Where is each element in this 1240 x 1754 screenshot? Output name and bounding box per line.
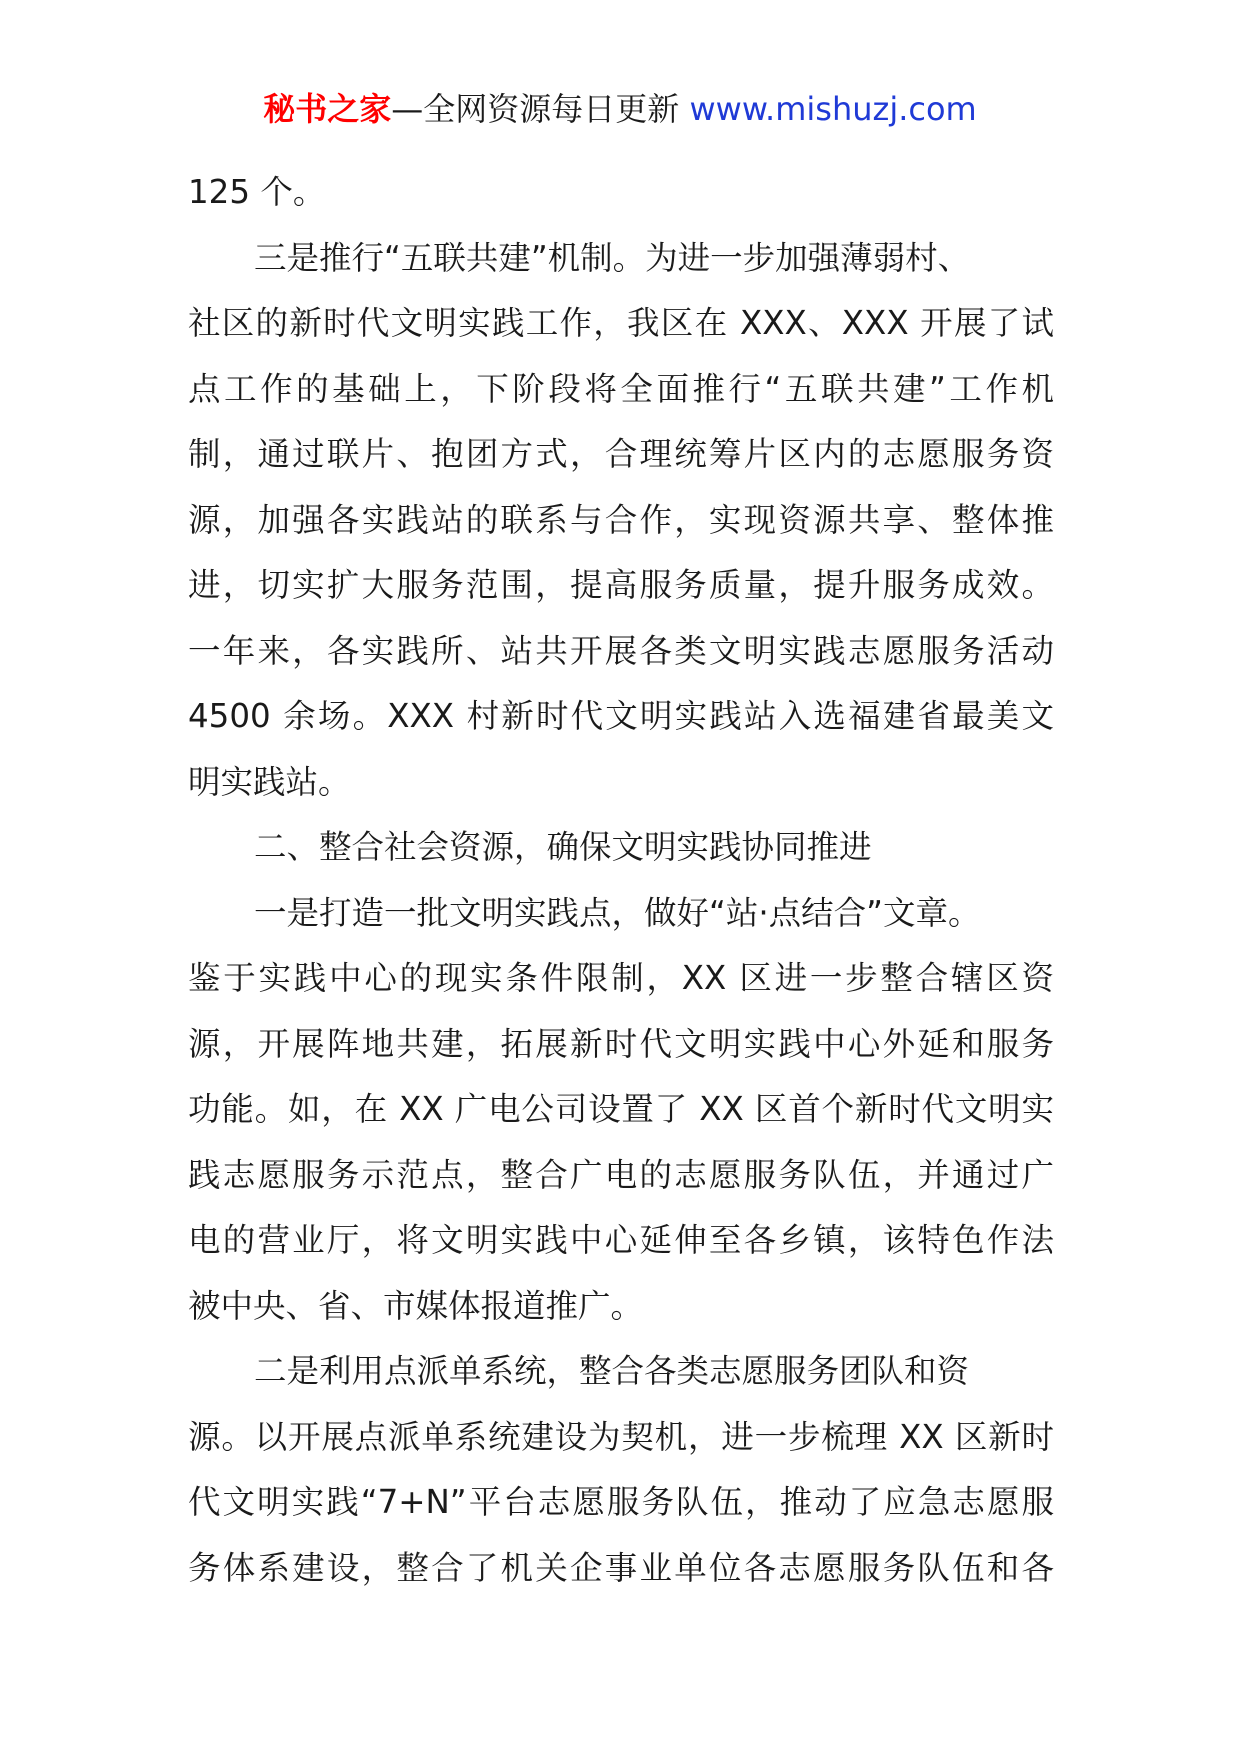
text-line: 践志愿服务示范点，整合广电的志愿服务队伍，并通过广	[188, 1155, 1054, 1194]
text-line: 代文明实践“7+N”平台志愿服务队伍，推动了应急志愿服	[188, 1483, 1054, 1521]
text-line: 125 个。	[188, 173, 326, 211]
text-line: 鉴于实践中心的现实条件限制，XX 区进一步整合辖区资	[188, 959, 1054, 997]
text-line: 功能。如，在 XX 广电公司设置了 XX 区首个新时代文明实	[188, 1090, 1054, 1128]
site-url: www.mishuzj.com	[689, 90, 977, 128]
paragraph-start-line: 一是打造一批文明实践点，做好“站·点结合”文章。	[254, 893, 981, 932]
paragraph-start-line: 二是利用点派单系统，整合各类志愿服务团队和资	[254, 1352, 970, 1390]
text-line: 社区的新时代文明实践工作，我区在 XXX、XXX 开展了试	[188, 304, 1054, 342]
brand-name: 秘书之家	[263, 90, 392, 128]
section-heading: 二、整合社会资源，确保文明实践协同推进	[254, 828, 872, 866]
text-line: 务体系建设，整合了机关企事业单位各志愿服务队伍和各	[188, 1548, 1054, 1587]
text-line: 电的营业厅，将文明实践中心延伸至各乡镇，该特色作法	[188, 1221, 1054, 1259]
text-line: 源，开展阵地共建，拓展新时代文明实践中心外延和服务	[188, 1024, 1054, 1063]
text-line: 4500 余场。XXX 村新时代文明实践站入选福建省最美文	[188, 697, 1054, 735]
text-line: 明实践站。	[188, 762, 351, 801]
text-line: 源。以开展点派单系统建设为契机，进一步梳理 XX 区新时	[188, 1417, 1054, 1456]
brand-tagline: —全网资源每日更新	[391, 90, 680, 128]
text-line: 源，加强各实践站的联系与合作，实现资源共享、整体推	[188, 500, 1054, 539]
site-watermark-header	[0, 86, 1240, 132]
text-line: 进，切实扩大服务范围，提高服务质量，提升服务成效。	[188, 566, 1054, 604]
text-line: 被中央、省、市媒体报道推广。	[188, 1286, 644, 1325]
text-line: 点工作的基础上，下阶段将全面推行“五联共建”工作机	[188, 369, 1054, 408]
text-line: 一年来，各实践所、站共开展各类文明实践志愿服务活动	[188, 631, 1054, 670]
document-body	[188, 160, 1054, 1601]
text-line: 制，通过联片、抱团方式，合理统筹片区内的志愿服务资	[188, 435, 1054, 473]
paragraph-start-line: 三是推行“五联共建”机制。为进一步加强薄弱村、	[254, 238, 971, 277]
